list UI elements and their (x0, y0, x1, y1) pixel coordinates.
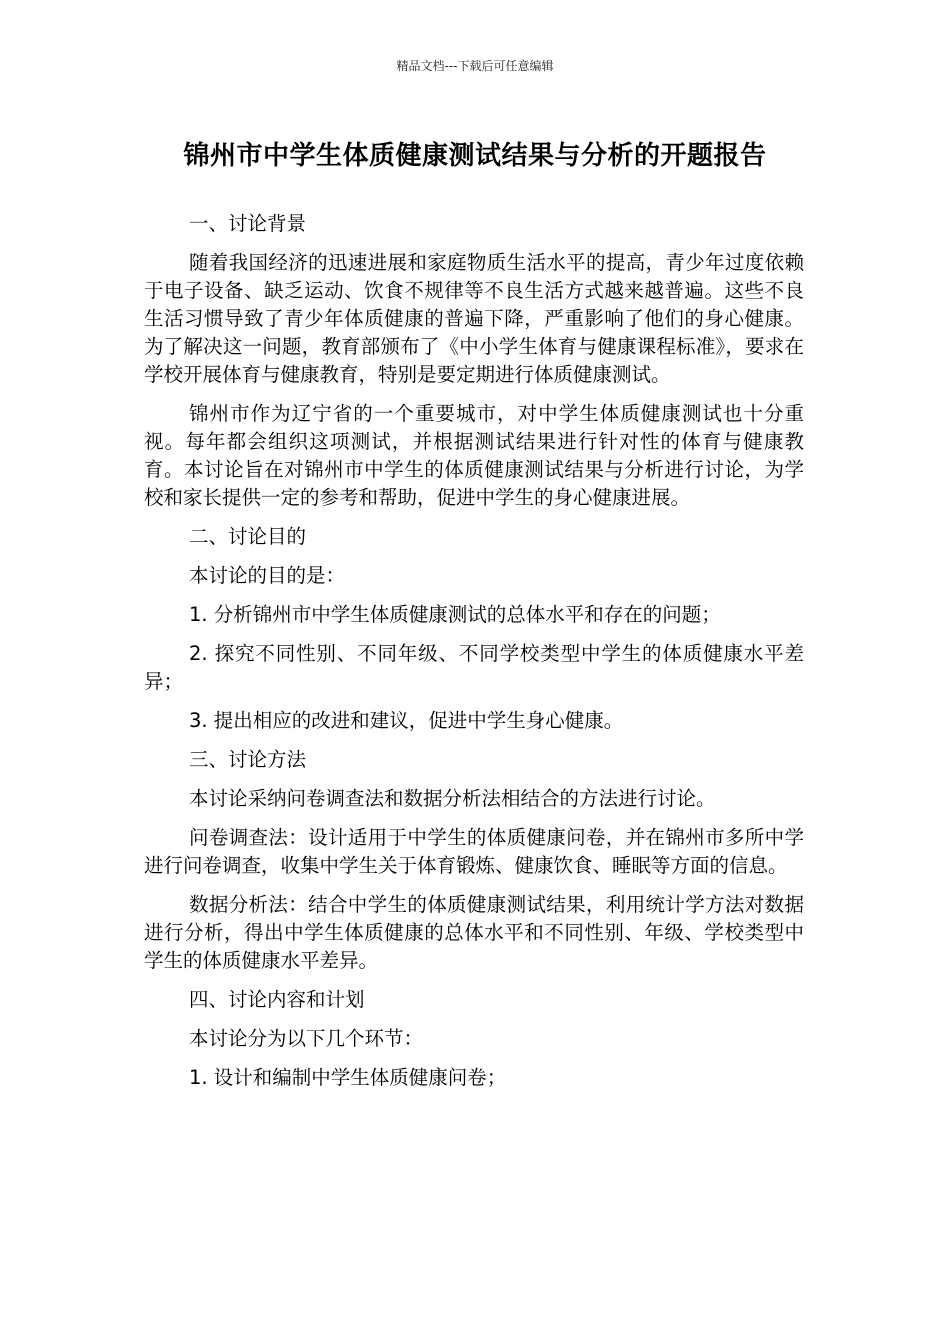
list-item-plan-1: 1. 设计和编制中学生体质健康问卷； (189, 1066, 507, 1089)
list-item-purpose-1: 1. 分析锦州市中学生体质健康测试的总体水平和存在的问题； (189, 603, 721, 626)
list-item-purpose-3: 3. 提出相应的改进和建议，促进中学生身心健康。 (189, 709, 624, 732)
paragraph-method-survey: 问卷调查法：设计适用于中学生的体质健康问卷，并在锦州市多所中学进行问卷调查，收集中学生关于体育锻炼、健康饮食、睡眠等方面的信息。 (144, 826, 804, 877)
section-heading-method: 三、讨论方法 (189, 748, 307, 771)
document-title: 锦州市中学生体质健康测试结果与分析的开题报告 (183, 141, 767, 171)
paragraph-method-intro: 本讨论采纳问卷调查法和数据分析法相结合的方法进行讨论。 (189, 787, 716, 810)
section-heading-background: 一、讨论背景 (189, 212, 307, 235)
header-note: 精品文档---下载后可任意编辑 (396, 59, 554, 73)
document-body (144, 210, 804, 1103)
paragraph-background-1: 随着我国经济的迅速进展和家庭物质生活水平的提高，青少年过度依赖于电子设备、缺乏运动、饮食不规律等不良生活方式越来越普遍。这些不良生活习惯导致了青少年体质健康的普遍下降，严重影响了他们的身心健康。为了解决这一问题，教育部颁布了《中小学生体育与健康课程标准》，要求在学校开展体育与健康教育，特别是要定期进行体质健康测试。 (144, 251, 804, 386)
paragraph-background-2: 锦州市作为辽宁省的一个重要城市，对中学生体质健康测试也十分重视。每年都会组织这项测试，并根据测试结果进行针对性的体育与健康教育。本讨论旨在对锦州市中学生的体质健康测试结果与分析进行讨论，为学校和家长提供一定的参考和帮助，促进中学生的身心健康进展。 (144, 402, 804, 509)
list-item-purpose-2: 2. 探究不同性别、不同年级、不同学校类型中学生的体质健康水平差异； (144, 642, 804, 693)
paragraph-method-analysis: 数据分析法：结合中学生的体质健康测试结果，利用统计学方法对数据进行分析，得出中学生体质健康的总体水平和不同性别、年级、学校类型中学生的体质健康水平差异。 (144, 893, 804, 972)
paragraph-plan-intro: 本讨论分为以下几个环节： (189, 1027, 424, 1050)
section-heading-purpose: 二、讨论目的 (189, 525, 307, 548)
section-heading-plan: 四、讨论内容和计划 (189, 988, 365, 1011)
paragraph-purpose-intro: 本讨论的目的是： (189, 564, 346, 587)
